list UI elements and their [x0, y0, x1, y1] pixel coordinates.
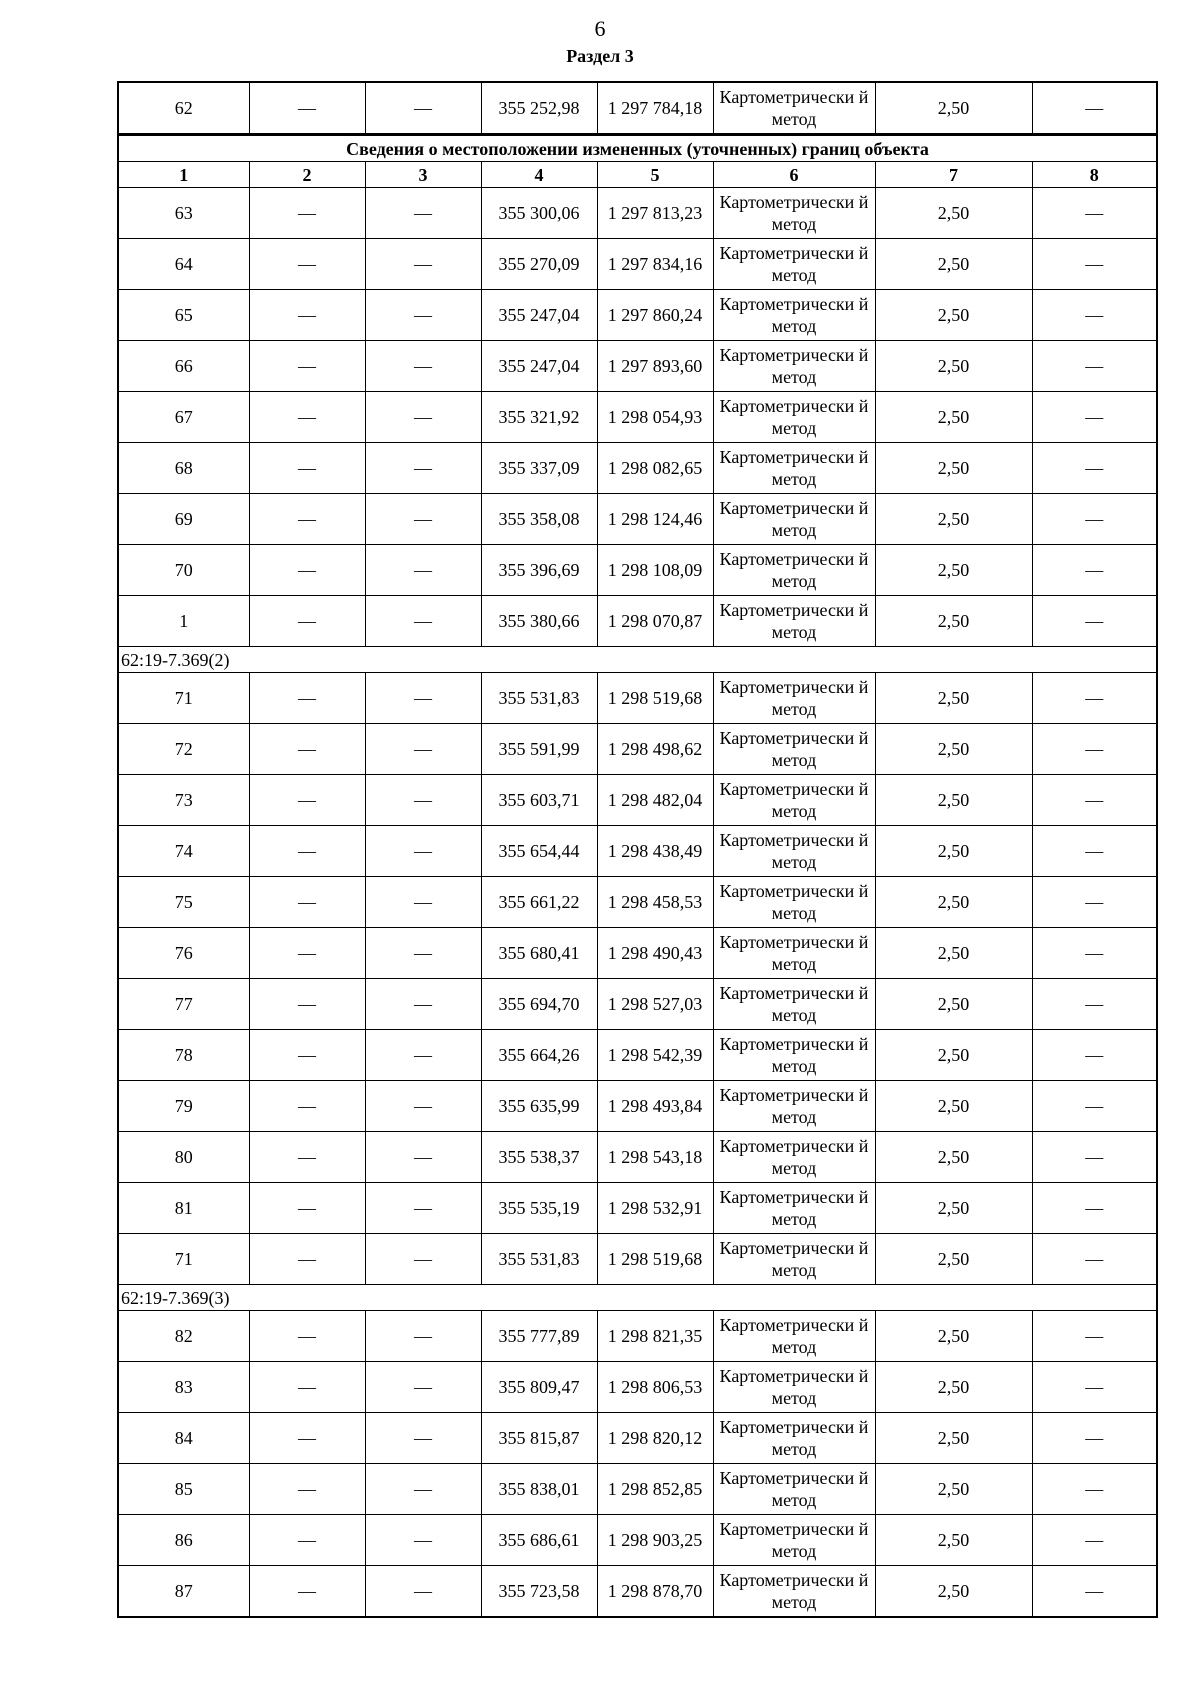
accuracy-value: 2,50 — [875, 1362, 1032, 1413]
column-numbers-row — [118, 162, 1157, 188]
point-number: 77 — [118, 979, 249, 1030]
accuracy-value: 2,50 — [875, 188, 1032, 239]
y-coordinate: 1 298 482,04 — [597, 775, 713, 826]
point-number: 62 — [118, 82, 249, 135]
y-coordinate: 1 298 543,18 — [597, 1132, 713, 1183]
x-coordinate: 355 300,06 — [481, 188, 597, 239]
point-number: 84 — [118, 1413, 249, 1464]
x-coordinate: 355 661,22 — [481, 877, 597, 928]
accuracy-value: 2,50 — [875, 877, 1032, 928]
x-coordinate: 355 321,92 — [481, 392, 597, 443]
col8-value: — — [1032, 826, 1157, 877]
method-value: Картометрически й метод — [713, 1132, 875, 1183]
col8-value: — — [1032, 494, 1157, 545]
accuracy-value: 2,50 — [875, 673, 1032, 724]
col2-value: — — [249, 1566, 365, 1618]
col3-value: — — [365, 826, 481, 877]
accuracy-value: 2,50 — [875, 82, 1032, 135]
table-row — [118, 1515, 1157, 1566]
section-title: Раздел 3 — [566, 46, 634, 66]
method-value: Картометрически й метод — [713, 290, 875, 341]
accuracy-value: 2,50 — [875, 290, 1032, 341]
col8-value: — — [1032, 877, 1157, 928]
y-coordinate: 1 298 493,84 — [597, 1081, 713, 1132]
col3-value: — — [365, 673, 481, 724]
point-number: 81 — [118, 1183, 249, 1234]
table-row — [118, 1132, 1157, 1183]
y-coordinate: 1 298 438,49 — [597, 826, 713, 877]
col3-value: — — [365, 82, 481, 135]
point-number: 64 — [118, 239, 249, 290]
col3-value: — — [365, 443, 481, 494]
x-coordinate: 355 664,26 — [481, 1030, 597, 1081]
method-value: Картометрически й метод — [713, 494, 875, 545]
page-number: 6 — [594, 16, 606, 41]
y-coordinate: 1 298 108,09 — [597, 545, 713, 596]
col3-value: — — [365, 979, 481, 1030]
accuracy-value: 2,50 — [875, 1413, 1032, 1464]
table-row — [118, 928, 1157, 979]
coordinates-table — [117, 81, 1158, 1618]
table-row — [118, 596, 1157, 647]
col2-value: — — [249, 1515, 365, 1566]
col3-value: — — [365, 1464, 481, 1515]
x-coordinate: 355 809,47 — [481, 1362, 597, 1413]
column-number: 5 — [597, 162, 713, 188]
x-coordinate: 355 538,37 — [481, 1132, 597, 1183]
x-coordinate: 355 337,09 — [481, 443, 597, 494]
col8-value: — — [1032, 1030, 1157, 1081]
method-value: Картометрически й метод — [713, 979, 875, 1030]
method-value: Картометрически й метод — [713, 239, 875, 290]
table-row — [118, 1413, 1157, 1464]
table-row — [118, 979, 1157, 1030]
col8-value: — — [1032, 341, 1157, 392]
x-coordinate: 355 777,89 — [481, 1311, 597, 1362]
col3-value: — — [365, 1030, 481, 1081]
table-row — [118, 1081, 1157, 1132]
point-number: 65 — [118, 290, 249, 341]
x-coordinate: 355 654,44 — [481, 826, 597, 877]
col8-value: — — [1032, 290, 1157, 341]
point-number: 72 — [118, 724, 249, 775]
y-coordinate: 1 298 806,53 — [597, 1362, 713, 1413]
col2-value: — — [249, 341, 365, 392]
method-value: Картометрически й метод — [713, 392, 875, 443]
col2-value: — — [249, 1413, 365, 1464]
col2-value: — — [249, 596, 365, 647]
point-number: 75 — [118, 877, 249, 928]
col3-value: — — [365, 724, 481, 775]
accuracy-value: 2,50 — [875, 392, 1032, 443]
column-number: 1 — [118, 162, 249, 188]
y-coordinate: 1 298 458,53 — [597, 877, 713, 928]
x-coordinate: 355 531,83 — [481, 673, 597, 724]
point-number: 83 — [118, 1362, 249, 1413]
col2-value: — — [249, 494, 365, 545]
point-number: 79 — [118, 1081, 249, 1132]
accuracy-value: 2,50 — [875, 443, 1032, 494]
col2-value: — — [249, 877, 365, 928]
y-coordinate: 1 297 784,18 — [597, 82, 713, 135]
x-coordinate: 355 531,83 — [481, 1234, 597, 1285]
method-value: Картометрически й метод — [713, 1234, 875, 1285]
point-number: 71 — [118, 673, 249, 724]
col2-value: — — [249, 1362, 365, 1413]
x-coordinate: 355 270,09 — [481, 239, 597, 290]
col8-value: — — [1032, 596, 1157, 647]
col8-value: — — [1032, 1515, 1157, 1566]
accuracy-value: 2,50 — [875, 545, 1032, 596]
table-row — [118, 673, 1157, 724]
col8-value: — — [1032, 82, 1157, 135]
point-number: 70 — [118, 545, 249, 596]
group-label: 62:19-7.369(3) — [118, 1285, 1157, 1311]
accuracy-value: 2,50 — [875, 1030, 1032, 1081]
column-number: 6 — [713, 162, 875, 188]
y-coordinate: 1 298 821,35 — [597, 1311, 713, 1362]
col3-value: — — [365, 1515, 481, 1566]
method-value: Картометрически й метод — [713, 443, 875, 494]
col2-value: — — [249, 1081, 365, 1132]
table-row — [118, 545, 1157, 596]
table-row — [118, 1464, 1157, 1515]
method-value: Картометрически й метод — [713, 877, 875, 928]
column-number: 7 — [875, 162, 1032, 188]
col2-value: — — [249, 724, 365, 775]
col8-value: — — [1032, 1413, 1157, 1464]
col2-value: — — [249, 1464, 365, 1515]
point-number: 80 — [118, 1132, 249, 1183]
point-number: 67 — [118, 392, 249, 443]
accuracy-value: 2,50 — [875, 826, 1032, 877]
method-value: Картометрически й метод — [713, 1030, 875, 1081]
point-number: 78 — [118, 1030, 249, 1081]
section-heading: Сведения о местоположении измененных (уточненных) границ объекта — [118, 135, 1157, 162]
col2-value: — — [249, 239, 365, 290]
col2-value: — — [249, 188, 365, 239]
accuracy-value: 2,50 — [875, 1183, 1032, 1234]
column-number: 2 — [249, 162, 365, 188]
table-row — [118, 494, 1157, 545]
table-row — [118, 341, 1157, 392]
col3-value: — — [365, 1311, 481, 1362]
col8-value: — — [1032, 673, 1157, 724]
col8-value: — — [1032, 775, 1157, 826]
method-value: Картометрически й метод — [713, 826, 875, 877]
method-value: Картометрически й метод — [713, 1515, 875, 1566]
point-number: 74 — [118, 826, 249, 877]
point-number: 68 — [118, 443, 249, 494]
method-value: Картометрически й метод — [713, 724, 875, 775]
y-coordinate: 1 298 820,12 — [597, 1413, 713, 1464]
column-number: 8 — [1032, 162, 1157, 188]
accuracy-value: 2,50 — [875, 1566, 1032, 1618]
col3-value: — — [365, 392, 481, 443]
y-coordinate: 1 298 852,85 — [597, 1464, 713, 1515]
col3-value: — — [365, 1132, 481, 1183]
col3-value: — — [365, 1081, 481, 1132]
x-coordinate: 355 686,61 — [481, 1515, 597, 1566]
col3-value: — — [365, 596, 481, 647]
col3-value: — — [365, 775, 481, 826]
table-row — [118, 775, 1157, 826]
table-row — [118, 1030, 1157, 1081]
method-value: Картометрически й метод — [713, 1183, 875, 1234]
x-coordinate: 355 247,04 — [481, 341, 597, 392]
point-number: 82 — [118, 1311, 249, 1362]
accuracy-value: 2,50 — [875, 928, 1032, 979]
method-value: Картометрически й метод — [713, 1311, 875, 1362]
method-value: Картометрически й метод — [713, 1362, 875, 1413]
col3-value: — — [365, 545, 481, 596]
col8-value: — — [1032, 188, 1157, 239]
col8-value: — — [1032, 1081, 1157, 1132]
y-coordinate: 1 298 527,03 — [597, 979, 713, 1030]
accuracy-value: 2,50 — [875, 1132, 1032, 1183]
table-row — [118, 1311, 1157, 1362]
point-number: 1 — [118, 596, 249, 647]
y-coordinate: 1 298 519,68 — [597, 673, 713, 724]
col3-value: — — [365, 341, 481, 392]
y-coordinate: 1 298 124,46 — [597, 494, 713, 545]
group-label-row — [118, 1285, 1157, 1311]
y-coordinate: 1 297 860,24 — [597, 290, 713, 341]
point-number: 86 — [118, 1515, 249, 1566]
table-row — [118, 1234, 1157, 1285]
col2-value: — — [249, 392, 365, 443]
section-heading-row — [118, 135, 1157, 162]
method-value: Картометрически й метод — [713, 1464, 875, 1515]
x-coordinate: 355 603,71 — [481, 775, 597, 826]
col8-value: — — [1032, 443, 1157, 494]
method-value: Картометрически й метод — [713, 928, 875, 979]
table-row — [118, 826, 1157, 877]
col8-value: — — [1032, 1132, 1157, 1183]
x-coordinate: 355 694,70 — [481, 979, 597, 1030]
col8-value: — — [1032, 392, 1157, 443]
y-coordinate: 1 298 082,65 — [597, 443, 713, 494]
col8-value: — — [1032, 1464, 1157, 1515]
col2-value: — — [249, 1132, 365, 1183]
x-coordinate: 355 380,66 — [481, 596, 597, 647]
y-coordinate: 1 297 893,60 — [597, 341, 713, 392]
method-value: Картометрически й метод — [713, 596, 875, 647]
col3-value: — — [365, 239, 481, 290]
x-coordinate: 355 247,04 — [481, 290, 597, 341]
accuracy-value: 2,50 — [875, 494, 1032, 545]
col8-value: — — [1032, 545, 1157, 596]
point-number: 66 — [118, 341, 249, 392]
table-row — [118, 392, 1157, 443]
col3-value: — — [365, 188, 481, 239]
col3-value: — — [365, 928, 481, 979]
accuracy-value: 2,50 — [875, 1311, 1032, 1362]
y-coordinate: 1 298 878,70 — [597, 1566, 713, 1618]
point-number: 76 — [118, 928, 249, 979]
col2-value: — — [249, 775, 365, 826]
y-coordinate: 1 298 532,91 — [597, 1183, 713, 1234]
method-value: Картометрически й метод — [713, 1081, 875, 1132]
col8-value: — — [1032, 1183, 1157, 1234]
point-number: 73 — [118, 775, 249, 826]
table-row — [118, 724, 1157, 775]
x-coordinate: 355 396,69 — [481, 545, 597, 596]
table-row — [118, 1362, 1157, 1413]
x-coordinate: 355 838,01 — [481, 1464, 597, 1515]
col8-value: — — [1032, 979, 1157, 1030]
method-value: Картометрически й метод — [713, 341, 875, 392]
col2-value: — — [249, 1311, 365, 1362]
col2-value: — — [249, 673, 365, 724]
group-label: 62:19-7.369(2) — [118, 647, 1157, 673]
method-value: Картометрически й метод — [713, 775, 875, 826]
y-coordinate: 1 297 813,23 — [597, 188, 713, 239]
x-coordinate: 355 252,98 — [481, 82, 597, 135]
accuracy-value: 2,50 — [875, 596, 1032, 647]
x-coordinate: 355 815,87 — [481, 1413, 597, 1464]
y-coordinate: 1 297 834,16 — [597, 239, 713, 290]
method-value: Картометрически й метод — [713, 1413, 875, 1464]
accuracy-value: 2,50 — [875, 341, 1032, 392]
method-value: Картометрически й метод — [713, 1566, 875, 1618]
accuracy-value: 2,50 — [875, 1081, 1032, 1132]
y-coordinate: 1 298 490,43 — [597, 928, 713, 979]
point-number: 69 — [118, 494, 249, 545]
method-value: Картометрически й метод — [713, 673, 875, 724]
point-number: 87 — [118, 1566, 249, 1618]
x-coordinate: 355 535,19 — [481, 1183, 597, 1234]
accuracy-value: 2,50 — [875, 1464, 1032, 1515]
column-number: 4 — [481, 162, 597, 188]
col3-value: — — [365, 1362, 481, 1413]
col3-value: — — [365, 1234, 481, 1285]
group-label-row — [118, 647, 1157, 673]
col2-value: — — [249, 443, 365, 494]
col3-value: — — [365, 1413, 481, 1464]
y-coordinate: 1 298 519,68 — [597, 1234, 713, 1285]
point-number: 85 — [118, 1464, 249, 1515]
col3-value: — — [365, 1566, 481, 1618]
col3-value: — — [365, 1183, 481, 1234]
col2-value: — — [249, 1030, 365, 1081]
table-row — [118, 1566, 1157, 1618]
col2-value: — — [249, 826, 365, 877]
x-coordinate: 355 680,41 — [481, 928, 597, 979]
col2-value: — — [249, 545, 365, 596]
col2-value: — — [249, 1234, 365, 1285]
table-row — [118, 290, 1157, 341]
accuracy-value: 2,50 — [875, 979, 1032, 1030]
col2-value: — — [249, 290, 365, 341]
y-coordinate: 1 298 903,25 — [597, 1515, 713, 1566]
y-coordinate: 1 298 498,62 — [597, 724, 713, 775]
method-value: Картометрически й метод — [713, 188, 875, 239]
y-coordinate: 1 298 054,93 — [597, 392, 713, 443]
col8-value: — — [1032, 928, 1157, 979]
method-value: Картометрически й метод — [713, 82, 875, 135]
table-row — [118, 188, 1157, 239]
accuracy-value: 2,50 — [875, 1515, 1032, 1566]
col2-value: — — [249, 979, 365, 1030]
table-row — [118, 877, 1157, 928]
table-row — [118, 443, 1157, 494]
accuracy-value: 2,50 — [875, 239, 1032, 290]
x-coordinate: 355 723,58 — [481, 1566, 597, 1618]
col2-value: — — [249, 82, 365, 135]
col8-value: — — [1032, 1362, 1157, 1413]
column-number: 3 — [365, 162, 481, 188]
table-row — [118, 239, 1157, 290]
col3-value: — — [365, 290, 481, 341]
col3-value: — — [365, 877, 481, 928]
x-coordinate: 355 635,99 — [481, 1081, 597, 1132]
col8-value: — — [1032, 724, 1157, 775]
point-number: 63 — [118, 188, 249, 239]
accuracy-value: 2,50 — [875, 775, 1032, 826]
x-coordinate: 355 358,08 — [481, 494, 597, 545]
x-coordinate: 355 591,99 — [481, 724, 597, 775]
y-coordinate: 1 298 070,87 — [597, 596, 713, 647]
point-number: 71 — [118, 1234, 249, 1285]
accuracy-value: 2,50 — [875, 724, 1032, 775]
col2-value: — — [249, 1183, 365, 1234]
method-value: Картометрически й метод — [713, 545, 875, 596]
col3-value: — — [365, 494, 481, 545]
col8-value: — — [1032, 1311, 1157, 1362]
col8-value: — — [1032, 239, 1157, 290]
accuracy-value: 2,50 — [875, 1234, 1032, 1285]
col2-value: — — [249, 928, 365, 979]
col8-value: — — [1032, 1566, 1157, 1618]
table-row — [118, 1183, 1157, 1234]
y-coordinate: 1 298 542,39 — [597, 1030, 713, 1081]
table-row — [118, 82, 1157, 135]
col8-value: — — [1032, 1234, 1157, 1285]
